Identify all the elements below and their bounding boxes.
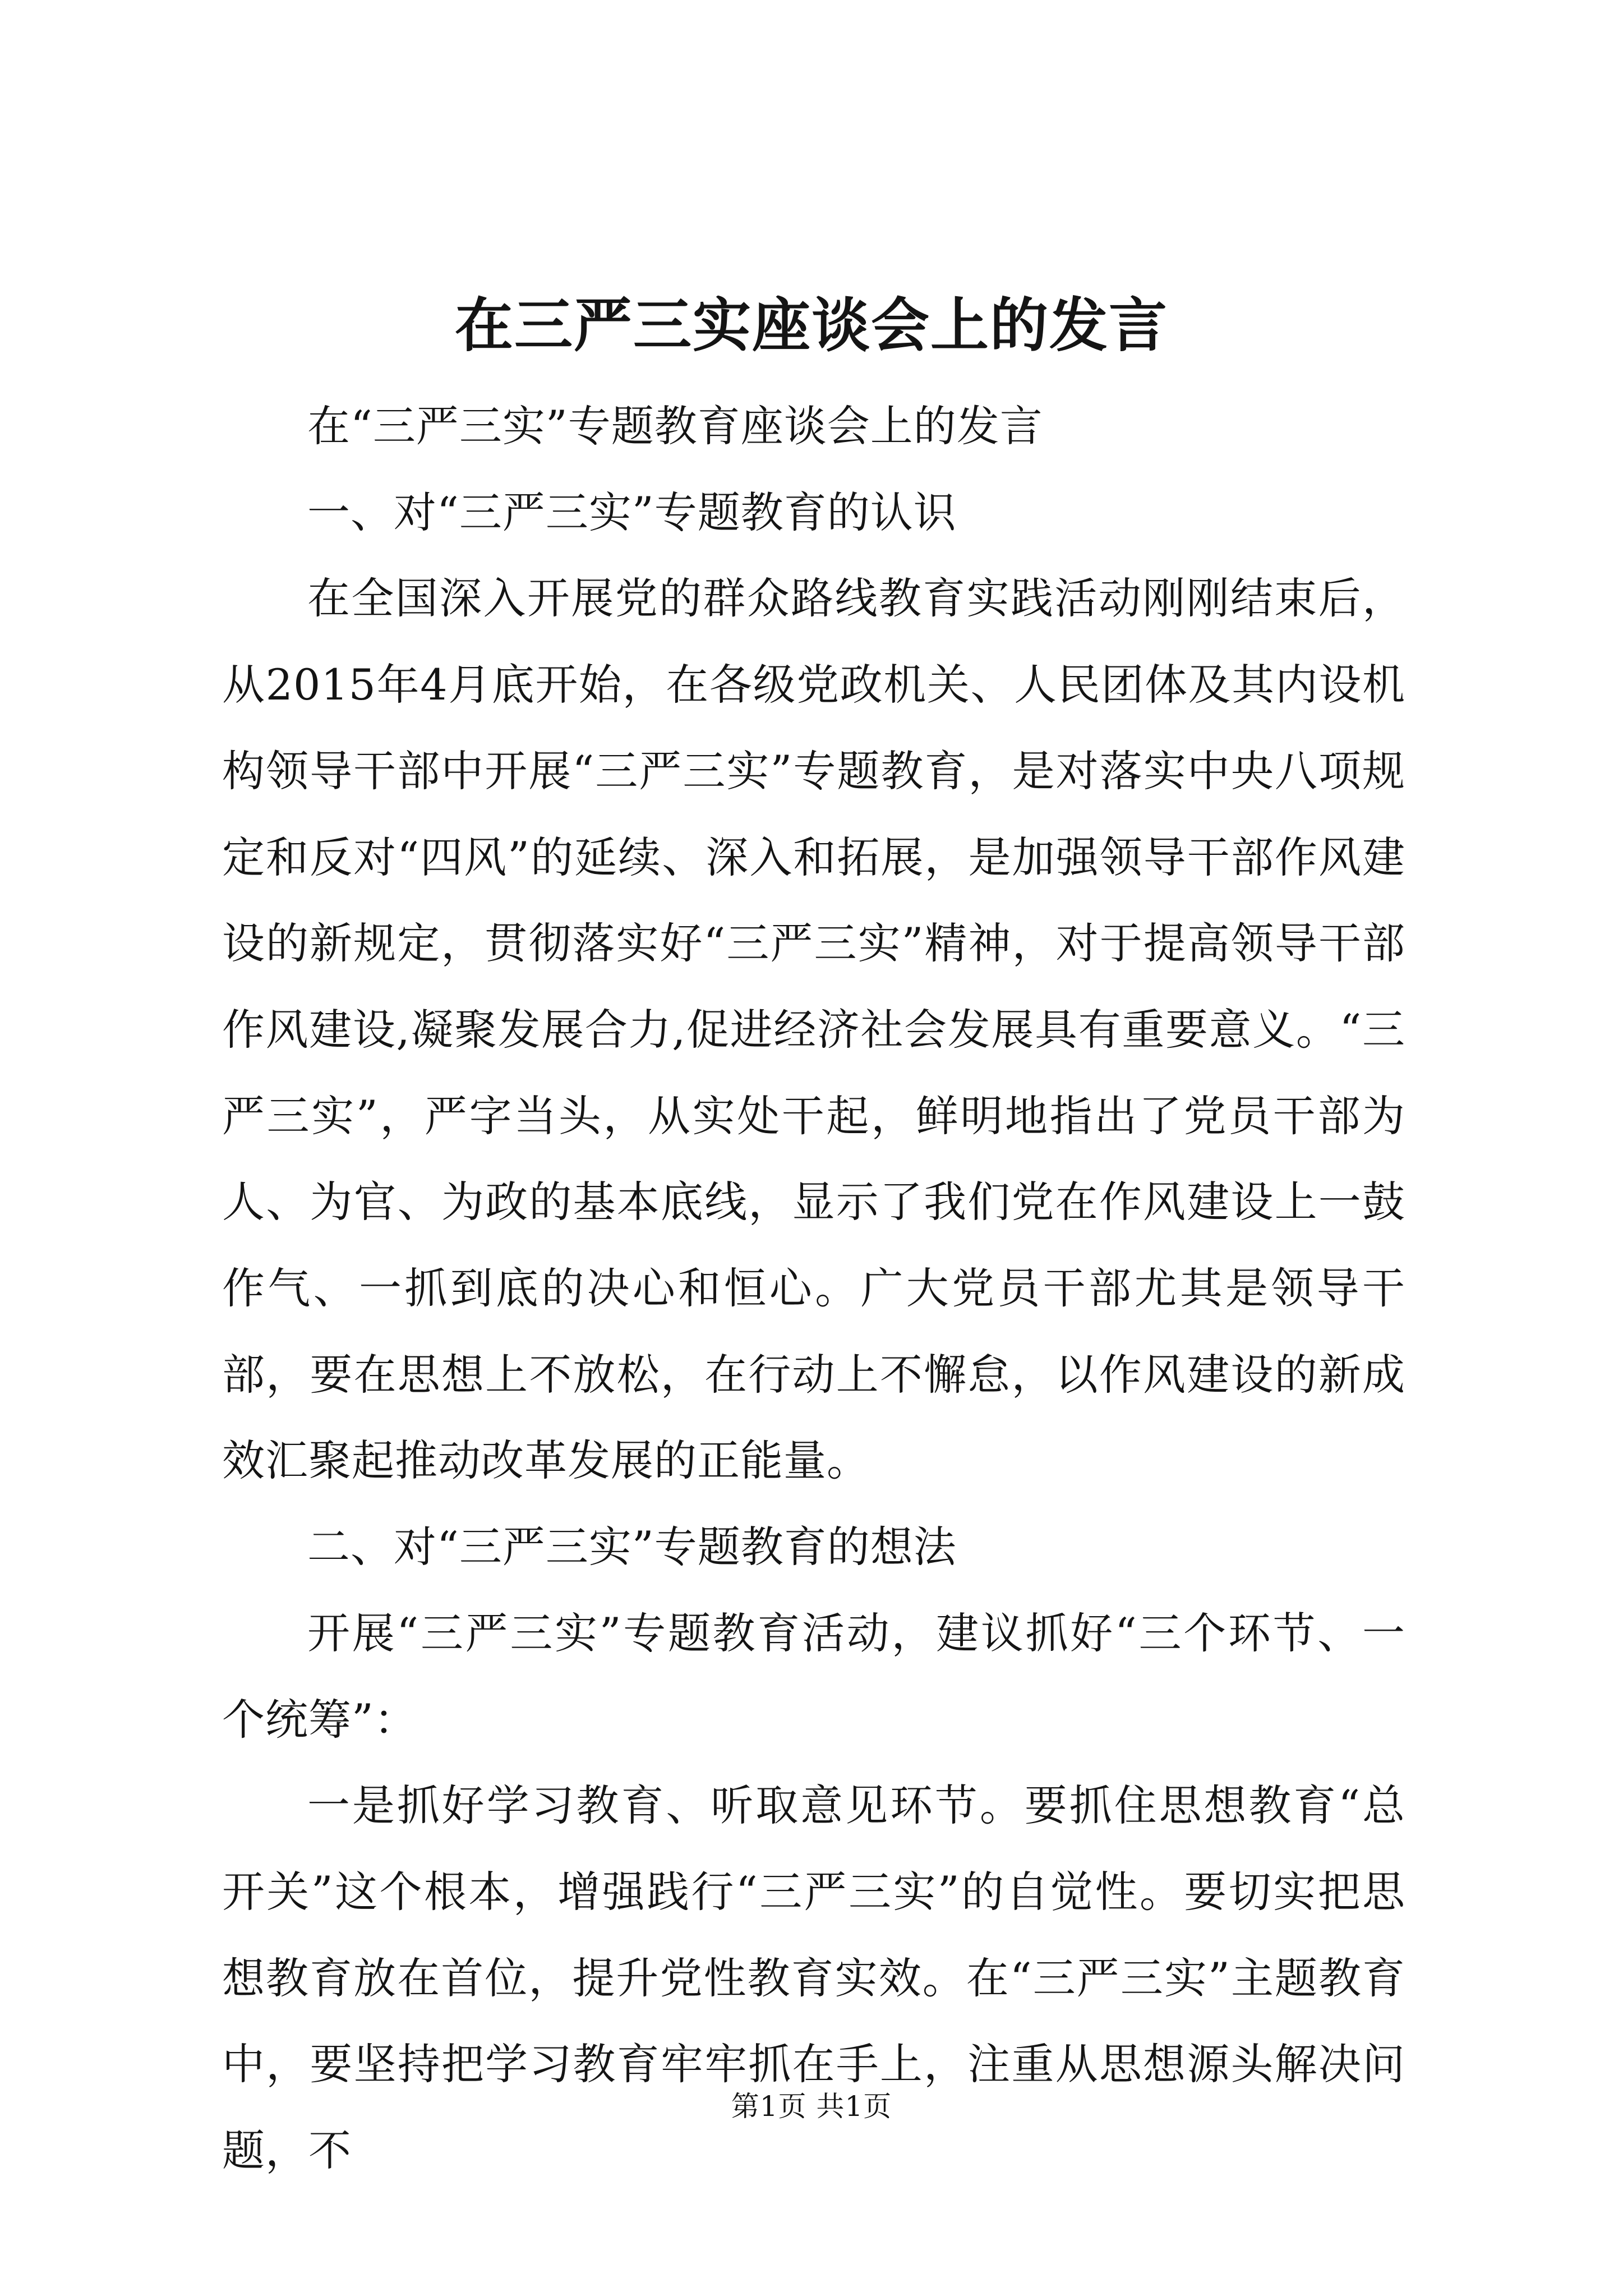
document-body [222,383,1405,2194]
body-paragraph: 在全国深入开展党的群众路线教育实践活动刚刚结束后，从2015年4月底开始，在各级党政机关、人民团体及其内设机构领导干部中开展“三严三实”专题教育，是对落实中央八项规定和反对“四风”的延续、深入和拓展，是加强领导干部作风建设的新规定，贯彻落实好“三严三实”精神，对于提高领导干部作风建设,凝聚发展合力,促进经济社会发展具有重要意义。“三严三实”，严字当头，从实处干起，鲜明地指出了党员干部为人、为官、为政的基本底线，显示了我们党在作风建设上一鼓作气、一抓到底的决心和恒心。广大党员干部尤其是领导干部，要在思想上不放松，在行动上不懈怠，以作风建设的新成效汇聚起推动改革发展的正能量。 [222,573,1405,1486]
body-paragraph: 开展“三严三实”专题教育活动，建议抓好“三个环节、一个统筹”： [222,1608,1405,1745]
subtitle-paragraph: 在“三严三实”专题教育座谈会上的发言 [307,401,1043,451]
section-heading-2: 二、对“三严三实”专题教育的想法 [307,1522,957,1572]
document-title: 在三严三实座谈会上的发言 [454,291,1168,360]
body-paragraph: 一是抓好学习教育、听取意见环节。要抓住思想教育“总开关”这个根本，增强践行“三严三实”的自觉性。要切实把思想教育放在首位，提升党性教育实效。在“三严三实”主题教育中，要坚持把学习教育牢牢抓在手上，注重从思想源头解决问题，不 [222,1780,1405,2176]
page-footer: 第1页 共1页 [731,2090,892,2123]
section-heading-1: 一、对“三严三实”专题教育的认识 [307,487,957,537]
